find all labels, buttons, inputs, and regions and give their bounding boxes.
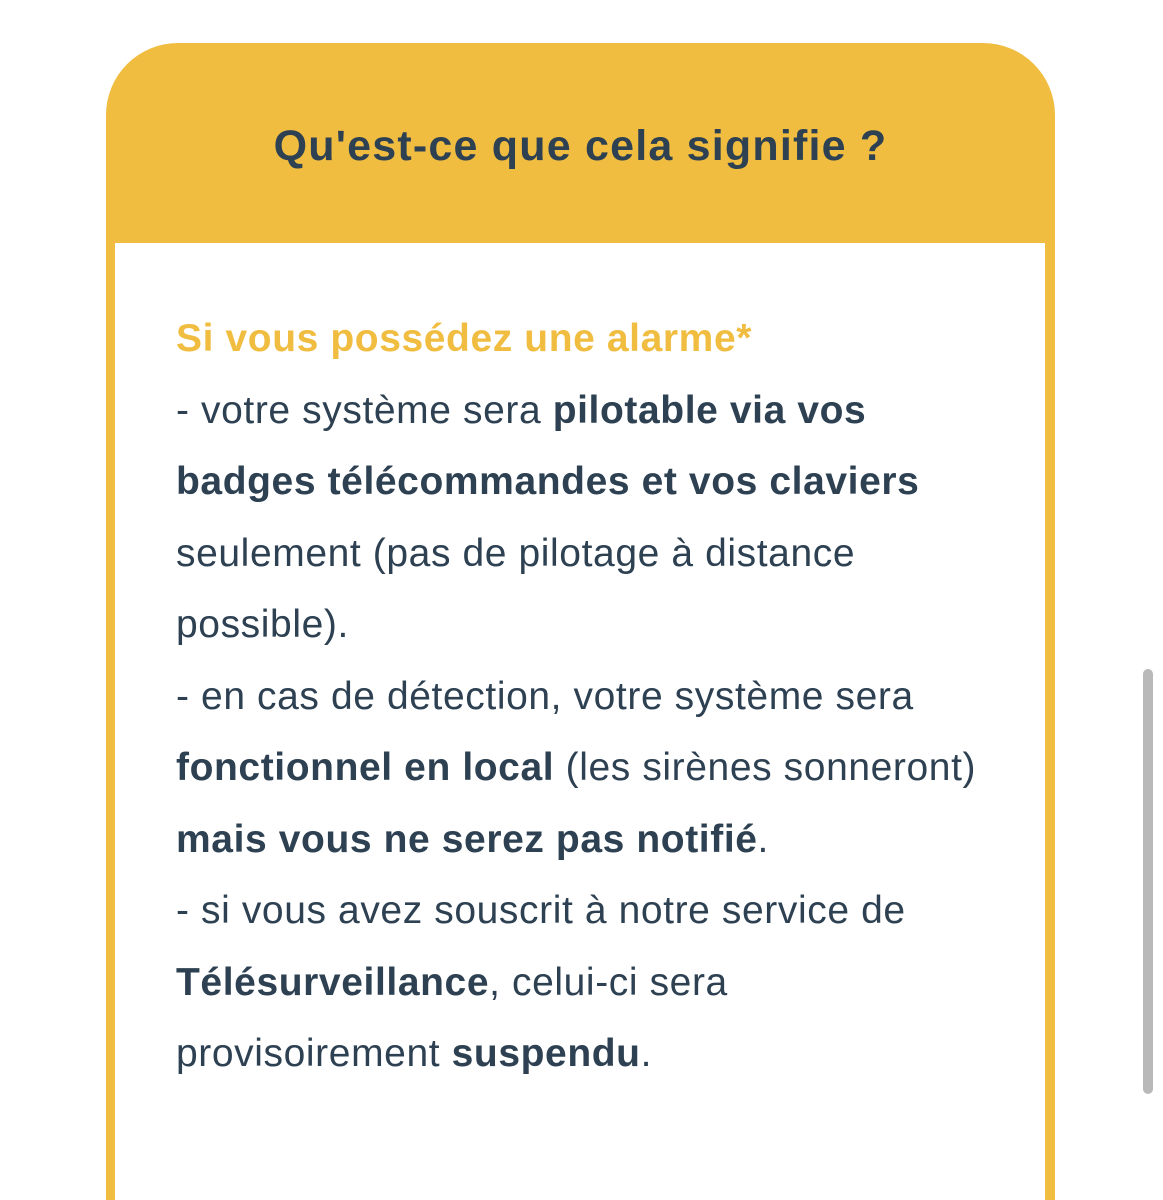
bullet-3-bold-suspended: suspendu [451,1032,641,1075]
card-title: Qu'est-ce que cela signifie ? [273,121,888,170]
card-header [106,43,1055,243]
bullet-2-middle: (les sirènes sonneront) [554,746,977,789]
bullet-3-prefix: - si vous avez souscrit à notre service de [176,889,906,932]
bullet-remote-control [176,375,996,661]
card-body [115,243,1045,1200]
alarm-intro: Si vous possédez une alarme* [176,317,753,360]
card-text [176,303,996,1090]
bullet-2-prefix: - en cas de détection, votre système sera [176,674,914,718]
bullet-3-bold-service: Télésurveillance [176,960,490,1004]
info-card [106,43,1055,1200]
bullet-2-bold-not-notified: mais vous ne serez pas notifié [176,817,758,861]
bullet-1-suffix: seulement (pas de pilotage à distance possible). [176,531,856,646]
vertical-scrollbar[interactable] [1143,669,1153,1094]
bullet-detection [176,661,996,876]
bullet-1-bold: pilotable via vos badges télécommandes et vos claviers [176,388,920,503]
bullet-3-middle: , celui-ci sera provisoirement [176,960,728,1075]
bullet-telesurveillance [176,875,996,1090]
bullet-2-suffix: . [757,817,769,861]
bullet-3-suffix: . [640,1032,653,1075]
bullet-2-bold-local: fonctionnel en local [176,746,555,789]
bullet-1-prefix: - votre système sera [176,388,553,432]
